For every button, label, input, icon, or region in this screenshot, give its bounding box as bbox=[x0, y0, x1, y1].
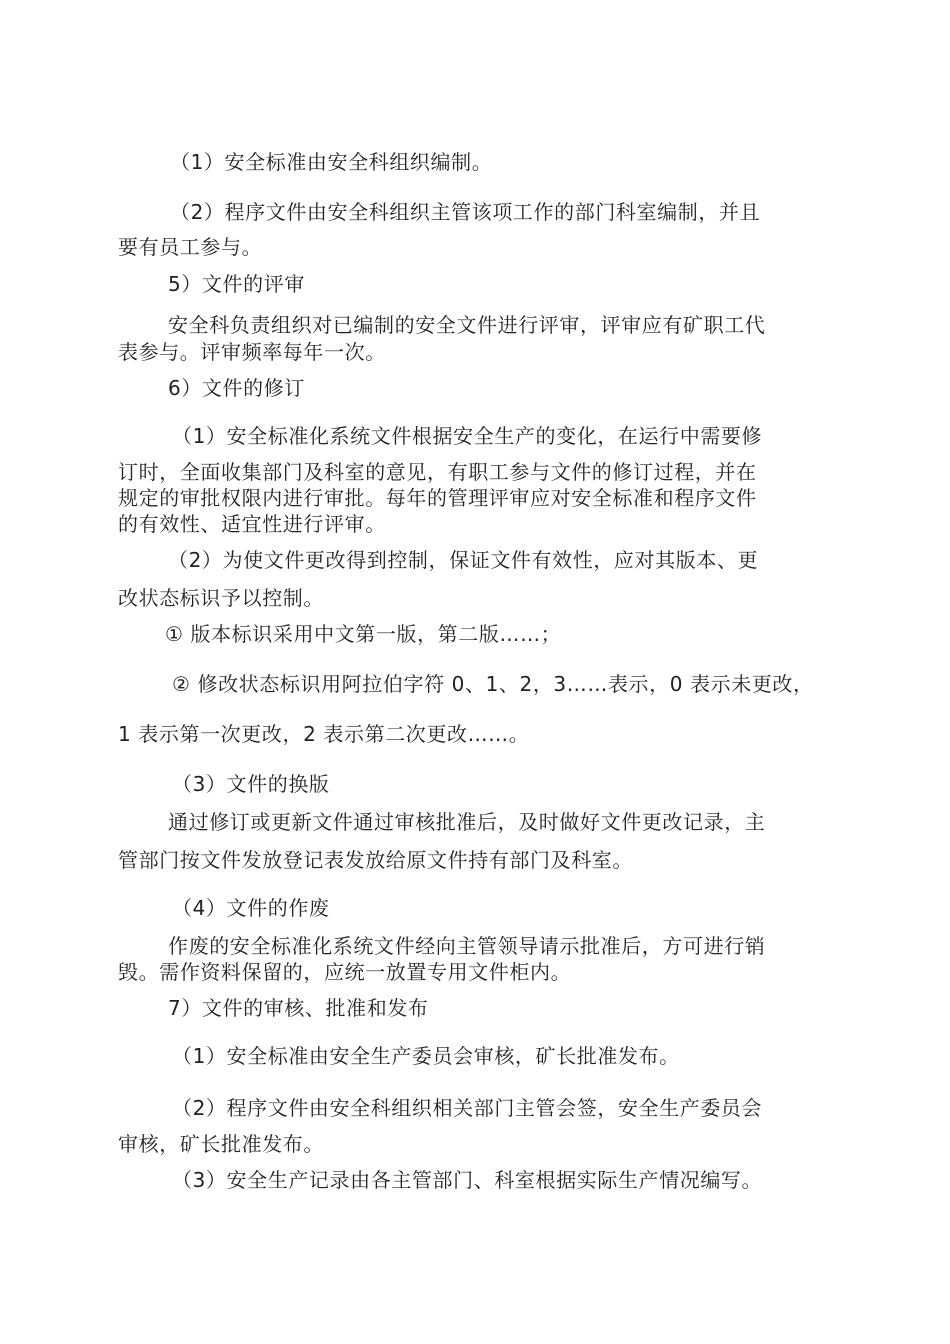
paragraph-line: 改状态标识予以控制。 bbox=[118, 586, 324, 610]
paragraph-line: （1）安全标准由安全生产委员会审核，矿长批准发布。 bbox=[172, 1044, 680, 1068]
paragraph-line: （2）为使文件更改得到控制，保证文件有效性，应对其版本、更 bbox=[168, 548, 759, 572]
section-heading: 7）文件的审核、批准和发布 bbox=[168, 996, 429, 1020]
paragraph-line: 的有效性、适宜性进行评审。 bbox=[118, 512, 386, 536]
paragraph-line: 订时，全面收集部门及科室的意见，有职工参与文件的修订过程，并在 bbox=[118, 460, 757, 484]
section-heading: 6）文件的修订 bbox=[168, 376, 305, 400]
paragraph-line: 毁。需作资料保留的，应统一放置专用文件柜内。 bbox=[118, 960, 572, 984]
paragraph-line: 规定的审批权限内进行审批。每年的管理评审应对安全标准和程序文件 bbox=[118, 486, 757, 510]
paragraph-line: 1 表示第一次更改，2 表示第二次更改……。 bbox=[118, 722, 530, 746]
paragraph-line: （1）安全标准由安全科组织编制。 bbox=[170, 150, 493, 174]
paragraph-line: （1）安全标准化系统文件根据安全生产的变化，在运行中需要修 bbox=[172, 424, 763, 448]
section-heading: 5）文件的评审 bbox=[168, 272, 305, 296]
list-item: ② 修改状态标识用阿拉伯字符 0、1、2，3……表示，0 表示未更改， bbox=[172, 672, 814, 696]
paragraph-line: 审核，矿长批准发布。 bbox=[118, 1132, 324, 1156]
paragraph-line: （2）程序文件由安全科组织主管该项工作的部门科室编制，并且 bbox=[170, 200, 761, 224]
section-heading: （4）文件的作废 bbox=[172, 896, 330, 920]
paragraph-line: 表参与。评审频率每年一次。 bbox=[118, 340, 386, 364]
paragraph-line: 要有员工参与。 bbox=[118, 235, 263, 259]
paragraph-line: （3）安全生产记录由各主管部门、科室根据实际生产情况编写。 bbox=[172, 1168, 763, 1192]
list-item: ① 版本标识采用中文第一版，第二版……； bbox=[165, 622, 562, 646]
paragraph-line: 安全科负责组织对已编制的安全文件进行评审，评审应有矿职工代 bbox=[168, 313, 766, 337]
section-heading: （3）文件的换版 bbox=[172, 772, 330, 796]
paragraph-line: 管部门按文件发放登记表发放给原文件持有部门及科室。 bbox=[118, 848, 633, 872]
paragraph-line: （2）程序文件由安全科组织相关部门主管会签，安全生产委员会 bbox=[172, 1096, 763, 1120]
paragraph-line: 作废的安全标准化系统文件经向主管领导请示批准后，方可进行销 bbox=[168, 934, 766, 958]
paragraph-line: 通过修订或更新文件通过审核批准后，及时做好文件更改记录，主 bbox=[168, 810, 766, 834]
